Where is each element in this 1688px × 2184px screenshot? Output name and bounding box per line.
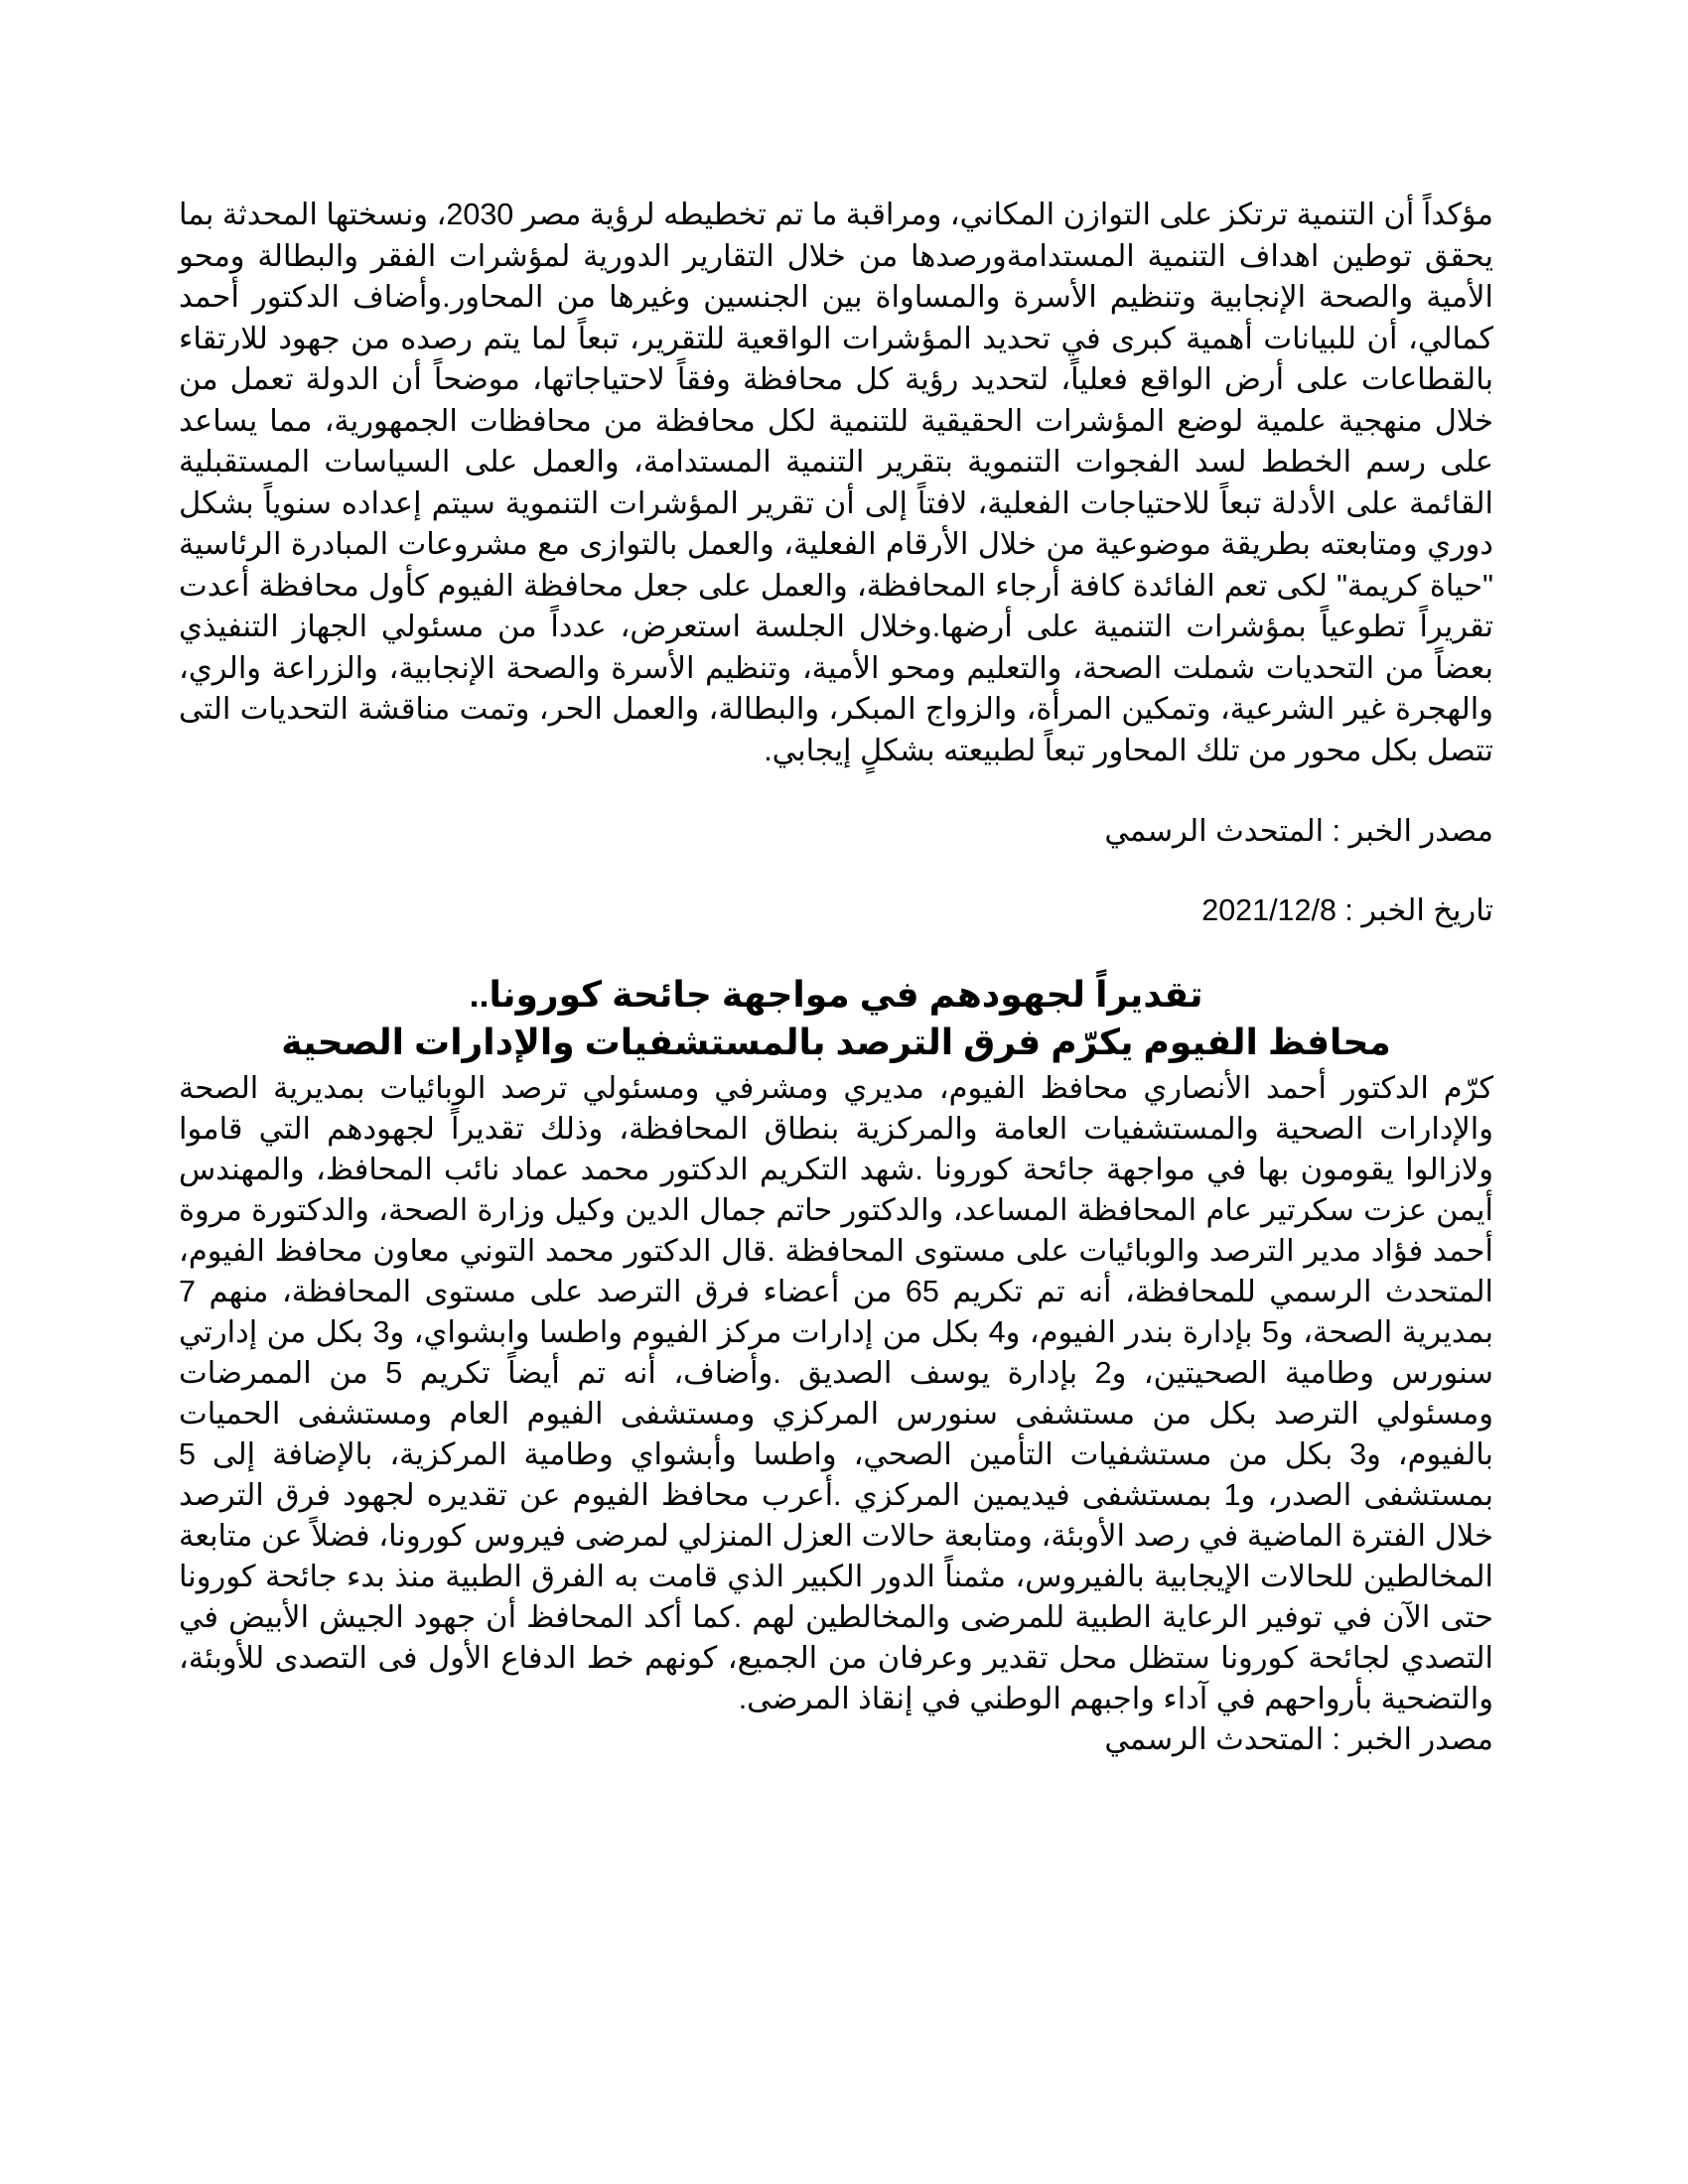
- article-2-body: كرّم الدكتور أحمد الأنصاري محافظ الفيوم، مديري ومشرفي ومسئولي ترصد الوبائيات بمديرية الصحة والإدارات الصحية والمستشفيات العامة والمركزية بنطاق المحافظة، وذلك تقديراً لجهودهم التي قاموا ولازالوا يقومون بها في مواجهة جائحة كورونا .شهد التكريم الدكتور محمد عماد نائب المحافظ، والمهندس أيمن عزت سكرتير عام المحافظة المساعد، والدكتور حاتم جمال الدين وكيل وزارة الصحة، والدكتورة مروة أحمد فؤاد مدير الترصد والوبائيات على مستوى المحافظة .قال الدكتور محمد التوني معاون محافظ الفيوم، المتحدث الرسمي للمحافظة، أنه تم تكريم 65 من أعضاء فرق الترصد على مستوى المحافظة، منهم 7 بمديرية الصحة، و5 بإدارة بندر الفيوم، و4 بكل من إدارات مركز الفيوم واطسا وابشواي، و3 بكل من إدارتي سنورس وطامية الصحيتين، و2 بإدارة يوسف الصديق .وأضاف، أنه تم أيضاً تكريم 5 من الممرضات ومسئولي الترصد بكل من مستشفى سنورس المركزي ومستشفى الفيوم العام ومستشفى الحميات بالفيوم، و3 بكل من مستشفيات التأمين الصحي، واطسا وأبشواي وطامية المركزية، بالإضافة إلى 5 بمستشفى الصدر، و1 بمستشفى فيديمين المركزي .أعرب محافظ الفيوم عن تقديره لجهود فرق الترصد خلال الفترة الماضية في رصد الأوبئة، ومتابعة حالات العزل المنزلي لمرضى فيروس كورونا، فضلاً عن متابعة المخالطين للحالات الإيجابية بالفيروس، مثمناً الدور الكبير الذي قامت به الفرق الطبية منذ بدء جائحة كورونا حتى الآن في توفير الرعاية الطبية للمرضى والمخالطين لهم .كما أكد المحافظ أن جهود الجيش الأبيض في التصدي لجائحة كورونا ستظل محل تقدير وعرفان من الجميع، كونهم خط الدفاع الأول فى التصدى للأوبئة، والتضحية بأرواحهم في آداء واجبهم الوطني في إنقاذ المرضى.: [179, 1071, 1494, 1715]
- article-2-source: مصدر الخبر : المتحدث الرسمي: [1104, 1722, 1493, 1756]
- article-2-headline-line-2: محافظ الفيوم يكرّم فرق الترصد بالمستشفيات والإدارات الصحية: [281, 1022, 1391, 1062]
- article-1-body: مؤكداً أن التنمية ترتكز على التوازن المكاني، ومراقبة ما تم تخطيطه لرؤية مصر 2030، ونسختها المحدثة بما يحقق توطين اهداف التنمية المستدامةورصدها من خلال التقارير الدورية لمؤشرات الفقر والبطالة ومحو الأمية والصحة الإنجابية وتنظيم الأسرة والمساواة بين الجنسين وغيرها من المحاور.وأضاف الدكتور أحمد كمالي، أن للبيانات أهمية كبرى في تحديد المؤشرات الواقعية للتقرير، تبعاً لما يتم رصده من جهود للارتقاء بالقطاعات على أرض الواقع فعلياً، لتحديد رؤية كل محافظة وفقاً لاحتياجاتها، موضحاً أن الدولة تعمل من خلال منهجية علمية لوضع المؤشرات الحقيقية للتنمية لكل محافظة من محافظات الجمهورية، مما يساعد على رسم الخطط لسد الفجوات التنموية بتقرير التنمية المستدامة، والعمل على السياسات المستقبلية القائمة على الأدلة تبعاً للاحتياجات الفعلية، لافتاً إلى أن تقرير المؤشرات التنموية سيتم إعداده سنوياً بشكل دوري ومتابعته بطريقة موضوعية من خلال الأرقام الفعلية، والعمل بالتوازى مع مشروعات المبادرة الرئاسية "حياة كريمة" لكى تعم الفائدة كافة أرجاء المحافظة، والعمل على جعل محافظة الفيوم كأول محافظة أعدت تقريراً تطوعياً بمؤشرات التنمية على أرضها.وخلال الجلسة استعرض، عدداً من مسئولي الجهاز التنفيذي بعضاً من التحديات شملت الصحة، والتعليم ومحو الأمية، وتنظيم الأسرة والصحة الإنجابية، والزراعة والري، والهجرة غير الشرعية، وتمكين المرأة، والزواج المبكر، والبطالة، والعمل الحر، وتمت مناقشة التحديات التى تتصل بكل محور من تلك المحاور تبعاً لطبيعته بشكلٍ إيجابي.: [179, 198, 1493, 767]
- article-1-date: تاريخ الخبر : 2021/12/8: [1201, 892, 1493, 927]
- document-page: [179, 195, 1493, 1761]
- article-1-source: مصدر الخبر : المتحدث الرسمي: [1104, 814, 1493, 848]
- article-2-headline-line-1: تقديراً لجهودهم في مواجهة جائحة كورونا..: [469, 974, 1203, 1015]
